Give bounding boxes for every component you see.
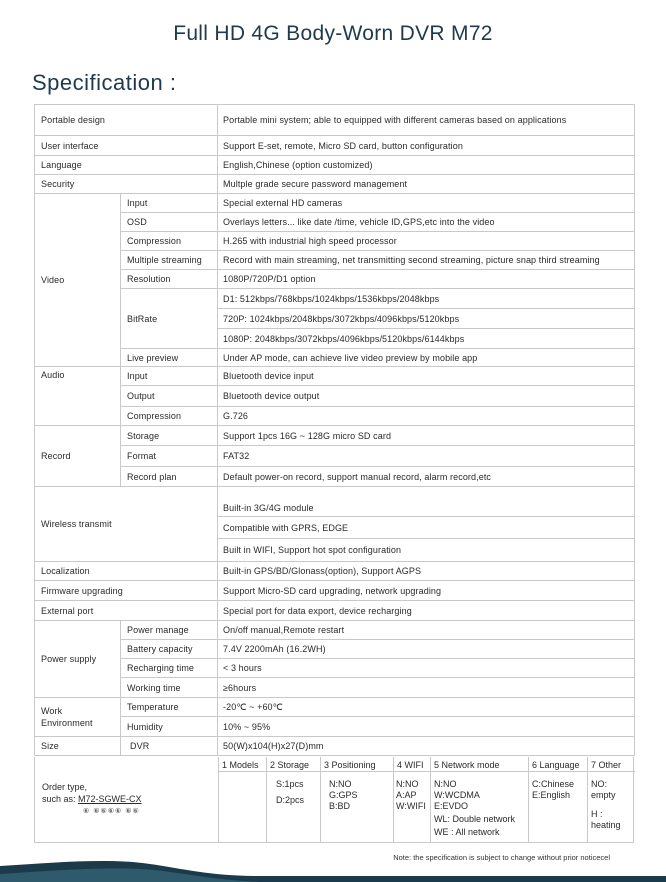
spec-value: Compatible with GPRS, EDGE — [218, 517, 635, 539]
spec-category: Size — [35, 737, 121, 756]
spec-subcategory: Compression — [121, 232, 218, 251]
spec-value: Built in WIFI, Support hot spot configuration — [218, 539, 635, 562]
spec-subcategory: Output — [121, 386, 218, 407]
footer-wave — [0, 856, 666, 882]
order-code-markers: ⑥ ⑥⑥⑥⑥ ⑥⑥ — [83, 808, 140, 815]
order-option: E:EVDO — [434, 801, 469, 811]
spec-category: Video — [35, 194, 121, 367]
order-option: B:BD — [329, 801, 351, 811]
specification-table — [34, 104, 635, 756]
spec-subcategory: Working time — [121, 678, 218, 698]
spec-subcategory: Resolution — [121, 270, 218, 289]
table-row — [35, 175, 635, 194]
spec-value: FAT32 — [218, 446, 635, 467]
table-row — [35, 737, 635, 756]
spec-subcategory: Storage — [121, 426, 218, 446]
spec-value: H.265 with industrial high speed processor — [218, 232, 635, 251]
table-row — [35, 213, 635, 232]
table-row — [35, 289, 635, 309]
order-option: WE : All network — [434, 827, 500, 837]
order-option: S:1pcs — [276, 779, 304, 789]
order-option: A:AP — [396, 790, 417, 800]
table-row — [35, 136, 635, 156]
spec-subcategory: Compression — [121, 407, 218, 426]
order-column-options — [329, 779, 358, 812]
order-column-header: 2 Storage — [270, 760, 310, 770]
spec-subcategory: Record plan — [121, 467, 218, 487]
order-column-language — [528, 757, 587, 842]
order-column-header: 5 Network mode — [434, 760, 500, 770]
spec-subcategory: Input — [121, 194, 218, 213]
spec-category: Localization — [35, 562, 218, 581]
table-row — [35, 251, 635, 270]
table-row — [35, 426, 635, 446]
spec-value: English,Chinese (option customized) — [218, 156, 635, 175]
table-row — [35, 105, 635, 136]
table-row — [35, 367, 635, 386]
order-option: NO: — [591, 779, 608, 789]
order-example-prefix: such as: — [42, 794, 79, 804]
order-column-options — [434, 779, 515, 838]
spec-value: 10% ~ 95% — [218, 717, 635, 737]
order-option: H : — [591, 809, 603, 819]
spec-value: Support E-set, remote, Micro SD card, button configuration — [218, 136, 635, 156]
spec-value: ≥6hours — [218, 678, 635, 698]
order-option: N:NO — [396, 779, 419, 789]
spec-value: Overlays letters... like date /time, vehicle ID,GPS,etc into the video — [218, 213, 635, 232]
spec-value: Special external HD cameras — [218, 194, 635, 213]
table-row — [35, 601, 635, 621]
spec-category: Wireless transmit — [35, 487, 218, 562]
order-column-models — [218, 757, 266, 842]
spec-value: Support 1pcs 16G ~ 128G micro SD card — [218, 426, 635, 446]
spec-value: D1: 512kbps/768kbps/1024kbps/1536kbps/2048kbps — [218, 289, 635, 309]
order-column-options — [396, 779, 426, 812]
spec-category: Language — [35, 156, 218, 175]
spec-subcategory: Battery capacity — [121, 640, 218, 659]
spec-subcategory: Format — [121, 446, 218, 467]
spec-value: -20℃ ~ +60℃ — [218, 698, 635, 717]
spec-category: Firmware upgrading — [35, 581, 218, 601]
spec-subcategory: Humidity — [121, 717, 218, 737]
table-row — [35, 621, 635, 640]
table-row — [35, 640, 635, 659]
order-column-options — [532, 779, 574, 801]
order-column-header: 3 Positioning — [324, 760, 376, 770]
spec-subcategory: Multiple streaming — [121, 251, 218, 270]
order-column-other — [587, 757, 635, 842]
spec-value: Bluetooth device input — [218, 367, 635, 386]
table-row — [35, 446, 635, 467]
order-example-line — [42, 793, 142, 805]
order-column-positioning — [320, 757, 393, 842]
spec-category: Portable design — [35, 105, 218, 136]
spec-subcategory: Temperature — [121, 698, 218, 717]
specification-heading: Specification : — [32, 70, 177, 95]
spec-subcategory: Recharging time — [121, 659, 218, 678]
order-column-header: 6 Language — [532, 760, 580, 770]
spec-subcategory: Input — [121, 367, 218, 386]
order-option: C:Chinese — [532, 779, 575, 789]
disclaimer-note: Note: the specification is subject to change without prior noticecel — [393, 853, 610, 862]
order-option: N:NO — [434, 779, 457, 789]
order-option: E:English — [532, 790, 571, 800]
table-row — [35, 349, 635, 367]
order-column-header: 7 Other — [591, 760, 622, 770]
spec-subcategory: Live preview — [121, 349, 218, 367]
spec-category: Power supply — [35, 621, 121, 698]
spec-value: Portable mini system; able to equipped with different cameras based on applications — [218, 105, 635, 136]
spec-subcategory: Power manage — [121, 621, 218, 640]
order-column-storage — [266, 757, 320, 842]
spec-value: < 3 hours — [218, 659, 635, 678]
order-option: W:WCDMA — [434, 790, 480, 800]
spec-value: Built-in GPS/BD/Glonass(option), Support AGPS — [218, 562, 635, 581]
order-column-wifi — [393, 757, 430, 842]
spec-category: Record — [35, 426, 121, 487]
spec-value: On/off manual,Remote restart — [218, 621, 635, 640]
order-column-options — [276, 779, 304, 806]
order-option: G:GPS — [329, 790, 358, 800]
table-row — [35, 232, 635, 251]
spec-value: 1080P: 2048kbps/3072kbps/4096kbps/5120kbps/6144kbps — [218, 329, 635, 349]
spec-subcategory: BitRate — [121, 289, 218, 349]
order-column-options — [591, 779, 621, 831]
page-title: Full HD 4G Body-Worn DVR M72 — [173, 22, 493, 45]
spec-value: Built-in 3G/4G module — [218, 487, 635, 517]
table-row — [35, 487, 635, 517]
spec-category: Security — [35, 175, 218, 194]
order-column-header: 4 WIFI — [397, 760, 424, 770]
table-row — [35, 659, 635, 678]
table-row — [35, 698, 635, 717]
table-row — [35, 581, 635, 601]
table-row — [35, 717, 635, 737]
spec-value: 7.4V 2200mAh (16.2WH) — [218, 640, 635, 659]
order-option: D:2pcs — [276, 795, 305, 805]
spec-subcategory: DVR — [121, 737, 218, 756]
spec-value: Default power-on record, support manual record, alarm record,etc — [218, 467, 635, 487]
order-type-label — [42, 781, 142, 805]
spec-value: Bluetooth device output — [218, 386, 635, 407]
spec-value: Record with main streaming, net transmitting second streaming, picture snap third streaming — [218, 251, 635, 270]
spec-value: Under AP mode, can achieve live video preview by mobile app — [218, 349, 635, 367]
table-row — [35, 678, 635, 698]
table-row — [35, 194, 635, 213]
table-row — [35, 562, 635, 581]
order-option: heating — [591, 820, 621, 830]
spec-category: External port — [35, 601, 218, 621]
spec-category: Audio — [35, 367, 121, 426]
spec-value: 50(W)x104(H)x27(D)mm — [218, 737, 635, 756]
table-row — [35, 467, 635, 487]
order-type-line: Order type, — [42, 782, 88, 792]
spec-value: Support Micro-SD card upgrading, network upgrading — [218, 581, 635, 601]
order-type-section — [34, 757, 634, 843]
order-option: WL: Double network — [434, 814, 516, 824]
table-row — [35, 156, 635, 175]
spec-category: User interface — [35, 136, 218, 156]
spec-subcategory: OSD — [121, 213, 218, 232]
order-option: empty — [591, 790, 616, 800]
spec-value: G.726 — [218, 407, 635, 426]
table-row — [35, 407, 635, 426]
table-row — [35, 270, 635, 289]
order-column-header: 1 Models — [222, 760, 259, 770]
spec-category: Work Environment — [35, 698, 121, 737]
spec-value: 720P: 1024kbps/2048kbps/3072kbps/4096kbps/5120kbps — [218, 309, 635, 329]
spec-value: 1080P/720P/D1 option — [218, 270, 635, 289]
order-example-model: M72-SGWE-CX — [78, 794, 142, 804]
order-option: W:WIFI — [396, 801, 426, 811]
order-column-network-mode — [430, 757, 528, 842]
order-option: N:NO — [329, 779, 352, 789]
table-row — [35, 386, 635, 407]
spec-value: Multple grade secure password management — [218, 175, 635, 194]
spec-value: Special port for data export, device recharging — [218, 601, 635, 621]
